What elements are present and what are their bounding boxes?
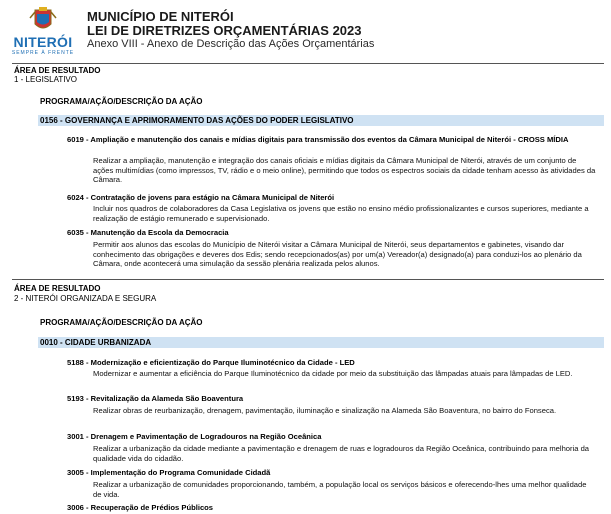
action-description: Incluir nos quadros de colaboradores da Casa Legislativa os jovens que estão no ensino médio profissionalizantes e cursos superiores, mediante a realização de estágio remunerado e supervisionado. <box>93 204 589 223</box>
action-title: 6019 - Ampliação e manutenção dos canais e mídias digitais para transmissão dos eventos da Câmara Municipal de Niterói - CROSS MÍDIA <box>67 135 569 144</box>
program-title: 0156 - GOVERNANÇA E APRIMORAMENTO DAS AÇÕES DO PODER LEGISLATIVO <box>40 116 354 125</box>
logo-wordmark: NITERÓI <box>13 34 73 50</box>
action-description: Permitir aos alunos das escolas do Município de Niterói visitar a Câmara Municipal de Niterói, seus departamentos e gabinetes, visando dar conhecimento das obrigações e deveres dos Edis; sendo recepcionados(as) por um(a) Vereador(a) designado(a) para conduzi-los ao plenário da Câmara, onde acontecerá uma simulação da sessão plenária realizada pelos alunos. <box>93 240 582 268</box>
program-bar <box>38 337 604 348</box>
area-label: ÁREA DE RESULTADO <box>14 66 101 75</box>
action-description: Realizar a urbanização de comunidades proporcionando, também, a população local os serviços básicos e oferecendo-lhes uma melhor qualidade de vida. <box>93 480 587 499</box>
area-name: 2 - NITERÓI ORGANIZADA E SEGURA <box>14 294 157 303</box>
action-description: Realizar obras de reurbanização, drenagem, pavimentação, iluminação e sinalização na Alameda São Boaventura, no bairro do Fonseca. <box>93 406 557 415</box>
action-title: 3001 - Drenagem e Pavimentação de Logradouros na Região Oceânica <box>67 432 322 441</box>
action-title: 6035 - Manutenção da Escola da Democracia <box>67 228 229 237</box>
action-title: 5188 - Modernização e eficientização do Parque Iluminotécnico da Cidade - LED <box>67 358 355 367</box>
program-column-header: PROGRAMA/AÇÃO/DESCRIÇÃO DA AÇÃO <box>40 97 203 106</box>
law-title: LEI DE DIRETRIZES ORÇAMENTÁRIAS 2023 <box>87 23 362 38</box>
action-title: 3006 - Recuperação de Prédios Públicos <box>67 503 214 512</box>
action-description: Realizar a ampliação, manutenção e integração dos canais oficiais e mídias digitais da Câmara Municipal de Niterói, através de um conjunto de ações multimídias (como impressos, TV, rádio e o meio online), permitindo que todos os espectros sociais da cidade tenham acesso às atividades da Câmara. <box>93 156 596 184</box>
action-title: 5193 - Revitalização da Alameda São Boaventura <box>67 394 244 403</box>
area-name: 1 - LEGISLATIVO <box>14 75 77 84</box>
annex-subtitle: Anexo VIII - Anexo de Descrição das Ações Orçamentárias <box>87 38 375 50</box>
area-divider <box>12 279 604 280</box>
program-title: 0010 - CIDADE URBANIZADA <box>40 338 152 347</box>
niteroi-logo <box>8 6 78 58</box>
program-bar <box>38 115 604 126</box>
program-column-header: PROGRAMA/AÇÃO/DESCRIÇÃO DA AÇÃO <box>40 318 203 327</box>
header-divider <box>12 63 604 64</box>
logo-slogan: SEMPRE À FRENTE <box>11 50 75 56</box>
area-label: ÁREA DE RESULTADO <box>14 284 101 293</box>
action-description: Modernizar e aumentar a eficiência do Parque Iluminotécnico da cidade por meio da substituição das lâmpadas atuais para lâmpadas de LED. <box>93 369 573 378</box>
document-header <box>0 0 611 62</box>
municipality-title: MUNICÍPIO DE NITERÓI <box>87 9 234 24</box>
action-description: Realizar a urbanização da cidade mediante a pavimentação e drenagem de ruas e logradouros da Região Oceânica, contribuindo para melhoria da qualidade vida do cidadão. <box>93 444 590 463</box>
action-title: 6024 - Contratação de jovens para estágio na Câmara Municipal de Niterói <box>67 193 335 202</box>
action-title: 3005 - Implementação do Programa Comunidade Cidadã <box>67 468 271 477</box>
